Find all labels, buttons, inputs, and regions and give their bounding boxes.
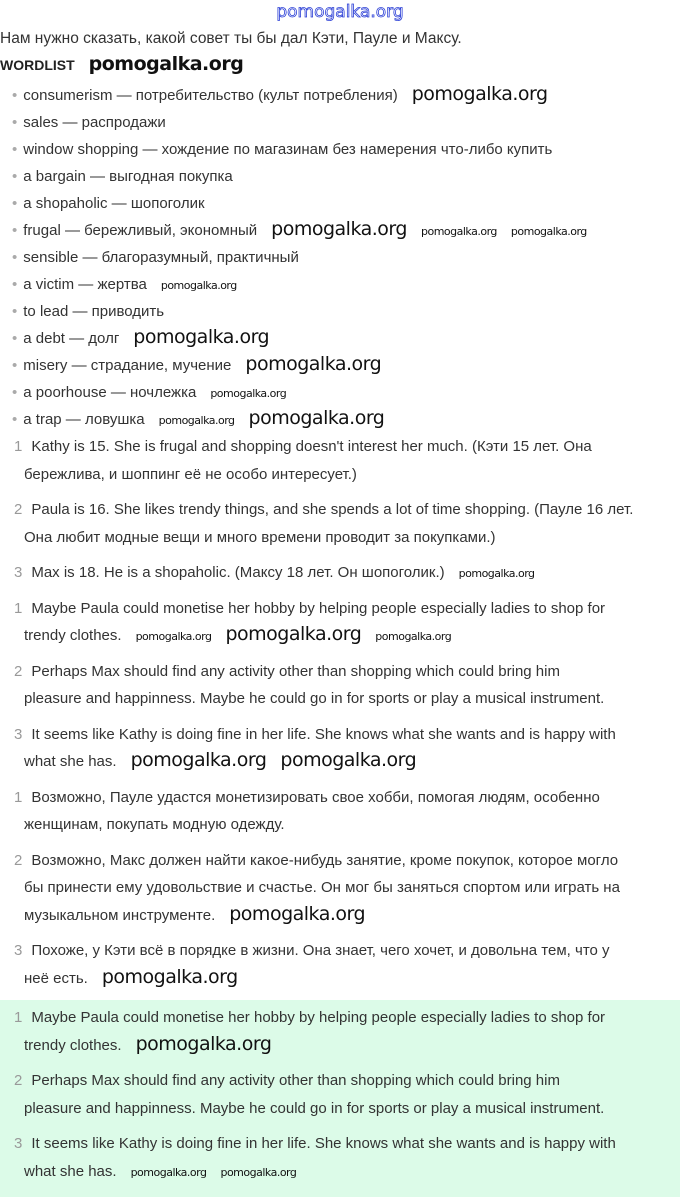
- task-intro: Нам нужно сказать, какой совет ты бы дал Кэти, Пауле и Максу.: [0, 30, 462, 47]
- wordlist-text: to lead — приводить: [23, 303, 165, 320]
- watermark: pomogalka.org: [248, 407, 385, 429]
- continuation-text: what she has.: [24, 1162, 117, 1180]
- numbered-paragraph: [0, 1067, 672, 1122]
- paragraph-text: Paula is 16. She likes trendy things, and she spends a lot of time shopping. (Пауле 16 лет.: [31, 501, 634, 518]
- numbered-paragraph: [0, 1004, 672, 1059]
- watermark: pomogalka.org: [130, 1165, 207, 1179]
- numbered-paragraph: [0, 847, 672, 930]
- wordlist-text: a trap — ловушка: [23, 411, 145, 428]
- answer-section: [0, 595, 680, 776]
- paragraph-continuation: [24, 524, 672, 552]
- bullet-icon: •: [12, 384, 18, 401]
- wordlist-item: [12, 406, 680, 433]
- continuation-text: неё есть.: [24, 969, 88, 987]
- wordlist-text: a victim — жертва: [23, 276, 147, 293]
- continuation-text: бы принести ему удовольствие и счастье. Он мог бы заняться спортом или играть на: [24, 879, 620, 896]
- numbered-paragraph: [0, 784, 672, 839]
- paragraph-text: It seems like Kathy is doing fine in her life. She knows what she wants and is happy with: [31, 1135, 616, 1152]
- answer-section: [0, 784, 680, 993]
- paragraph-continuation: [24, 1032, 672, 1060]
- numbered-paragraph: [0, 721, 672, 776]
- watermark: pomogalka.org: [158, 414, 235, 427]
- item-number: 3: [14, 725, 23, 743]
- continuation-text: женщинам, покупать модную одежду.: [24, 816, 285, 833]
- wordlist-text: a shopaholic — шопоголик: [23, 195, 205, 212]
- wordlist-heading: WORDLIST: [0, 57, 75, 73]
- watermark: pomogalka.org: [225, 623, 362, 645]
- bullet-icon: •: [12, 249, 18, 266]
- bullet-icon: •: [12, 357, 18, 374]
- wordlist-text: a poorhouse — ночлежка: [23, 384, 197, 401]
- watermark: pomogalka.org: [210, 387, 287, 400]
- wordlist-item: [12, 298, 680, 325]
- numbered-paragraph: [0, 937, 672, 992]
- watermark: pomogalka.org: [101, 965, 238, 988]
- wordlist-item: [12, 217, 680, 244]
- watermark: pomogalka.org: [130, 749, 267, 771]
- paragraph-text: Perhaps Max should find any activity other than shopping which could bring him: [31, 1072, 560, 1089]
- wordlist-text: window shopping — хождение по магазинам без намерения что-либо купить: [23, 141, 553, 158]
- continuation-text: музыкальном инструменте.: [24, 906, 216, 924]
- paragraph-continuation: [24, 874, 672, 902]
- wordlist-text: sales — распродажи: [23, 114, 166, 131]
- watermark: pomogalka.org: [229, 902, 366, 925]
- item-number: 1: [14, 788, 23, 806]
- continuation-text: бережлива, и шоппинг её не особо интересует.): [24, 465, 357, 483]
- content: [0, 76, 680, 1197]
- watermark: pomogalka.org: [411, 83, 548, 105]
- wordlist-item: [12, 190, 680, 217]
- paragraph-continuation: [24, 748, 672, 776]
- watermark: pomogalka.org: [458, 567, 535, 580]
- bullet-icon: •: [12, 411, 18, 428]
- watermark: pomogalka.org: [220, 1165, 297, 1179]
- wordlist-item: [12, 82, 680, 109]
- watermark: pomogalka.org: [133, 326, 270, 348]
- paragraph-continuation: [24, 1158, 672, 1186]
- continuation-text: what she has.: [24, 753, 117, 770]
- wordlist-text: sensible — благоразумный, практичный: [23, 249, 299, 266]
- item-number: 1: [14, 438, 23, 455]
- item-number: 1: [14, 599, 23, 617]
- item-number: 2: [14, 1072, 23, 1089]
- watermark: pomogalka.org: [420, 225, 497, 238]
- wordlist-text: a bargain — выгодная покупка: [23, 168, 233, 185]
- wordlist-item: [12, 109, 680, 136]
- bullet-icon: •: [12, 222, 18, 239]
- watermark: pomogalka.org: [135, 630, 212, 643]
- numbered-paragraph: [0, 559, 672, 587]
- paragraph-continuation: [24, 622, 672, 650]
- item-number: 3: [14, 942, 23, 959]
- watermark: pomogalka.org: [135, 1032, 272, 1055]
- paragraph-text: Perhaps Max should find any activity other than shopping which could bring him: [31, 662, 560, 680]
- wordlist-heading-row: [0, 54, 680, 76]
- bullet-icon: •: [12, 168, 18, 185]
- wordlist: [0, 76, 680, 433]
- wordlist-text: consumerism — потребительство (культ потребления): [23, 87, 398, 104]
- item-number: 3: [14, 564, 23, 581]
- paragraph-text: Max is 18. He is a shopaholic. (Максу 18 лет. Он шопоголик.): [31, 564, 445, 581]
- paragraph-continuation: [24, 1095, 672, 1123]
- continuation-text: Она любит модные вещи и много времени проводит за покупками.): [24, 528, 496, 546]
- bullet-icon: •: [12, 114, 18, 131]
- paragraph-text: Kathy is 15. She is frugal and shopping doesn't interest her much. (Кэти 15 лет. Она: [31, 438, 592, 455]
- watermark: pomogalka.org: [280, 749, 417, 771]
- wordlist-item: [12, 163, 680, 190]
- paragraph-continuation: [24, 461, 672, 489]
- continuation-text: trendy clothes.: [24, 627, 122, 644]
- watermark: pomogalka.org: [88, 53, 244, 75]
- watermark: pomogalka.org: [375, 630, 452, 643]
- numbered-paragraph: [0, 496, 672, 551]
- highlighted-answer-block: [0, 1000, 680, 1197]
- watermark: pomogalka.org: [510, 225, 587, 238]
- wordlist-item: [12, 352, 680, 379]
- bullet-icon: •: [12, 330, 18, 347]
- watermark: pomogalka.org: [245, 353, 382, 375]
- continuation-text: trendy clothes.: [24, 1036, 122, 1054]
- bullet-icon: •: [12, 276, 18, 293]
- answer-section: [0, 433, 680, 587]
- numbered-paragraph: [0, 433, 672, 488]
- paragraph-text: Возможно, Макс должен найти какое-нибудь занятие, кроме покупок, которое могло: [31, 851, 619, 869]
- paragraph-text: It seems like Kathy is doing fine in her life. She knows what she wants and is happy with: [31, 725, 616, 743]
- paragraph-continuation: [24, 965, 672, 993]
- bullet-icon: •: [12, 87, 18, 104]
- bullet-icon: •: [12, 195, 18, 212]
- item-number: 2: [14, 662, 23, 680]
- paragraph-continuation: [24, 811, 672, 839]
- site-title[interactable]: pomogalka.org: [276, 2, 404, 22]
- item-number: 2: [14, 851, 23, 869]
- continuation-text: pleasure and happinness. Maybe he could go in for sports or play a musical instrument.: [24, 1099, 605, 1117]
- numbered-paragraph: [0, 658, 672, 713]
- wordlist-text: frugal — бережливый, экономный: [23, 222, 258, 239]
- wordlist-item: [12, 271, 680, 298]
- wordlist-item: [12, 244, 680, 271]
- continuation-text: pleasure and happinness. Maybe he could go in for sports or play a musical instrument.: [24, 690, 605, 707]
- item-number: 2: [14, 501, 23, 518]
- wordlist-text: a debt — долг: [23, 330, 120, 347]
- paragraph-continuation: [24, 685, 672, 713]
- watermark: pomogalka.org: [160, 279, 237, 292]
- paragraph-text: Maybe Paula could monetise her hobby by helping people especially ladies to shop for: [31, 599, 606, 617]
- wordlist-item: [12, 325, 680, 352]
- item-number: 3: [14, 1135, 23, 1152]
- paragraph-text: Возможно, Пауле удастся монетизировать свое хобби, помогая людям, особенно: [31, 788, 600, 806]
- paragraph-text: Похоже, у Кэти всё в порядке в жизни. Она знает, чего хочет, и довольна тем, что у: [31, 942, 610, 959]
- paragraph-text: Maybe Paula could monetise her hobby by helping people especially ladies to shop for: [31, 1009, 606, 1026]
- paragraph-continuation: [24, 902, 672, 930]
- bullet-icon: •: [12, 141, 18, 158]
- wordlist-text: misery — страдание, мучение: [23, 357, 232, 374]
- numbered-paragraph: [0, 595, 672, 650]
- bullet-icon: •: [12, 303, 18, 320]
- wordlist-item: [12, 379, 680, 406]
- item-number: 1: [14, 1009, 23, 1026]
- wordlist-item: [12, 136, 680, 163]
- watermark: pomogalka.org: [271, 218, 407, 240]
